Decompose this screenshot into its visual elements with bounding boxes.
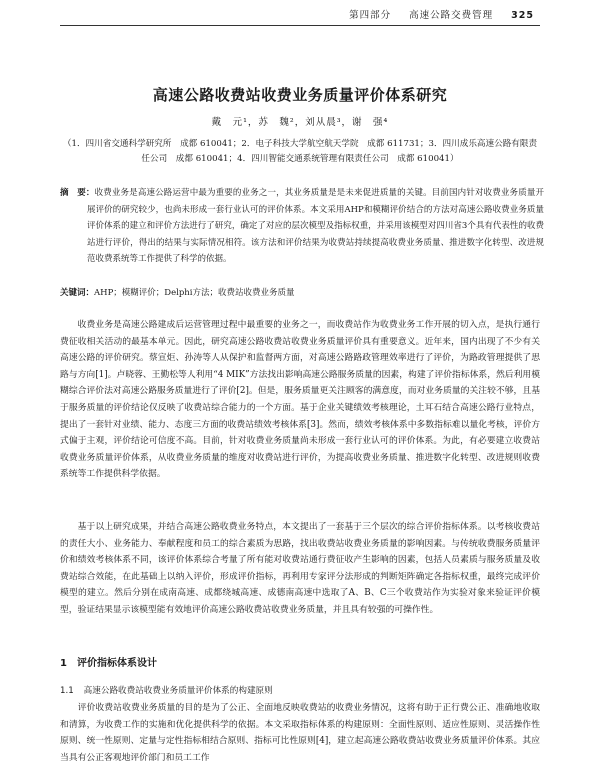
section-1-number: 1 xyxy=(60,658,67,669)
running-head-part: 第四部分 xyxy=(349,10,392,21)
body-paragraph-1: 收费业务是高速公路建成后运营管理过程中最重要的业务之一，而收费站作为收费业务工作开展的切入点，是执行通行费征收相关活动的最基本单元。因此，研究高速公路收费站收费业务质量评价具有重要意义。近年来，国内出现了不少有关高速公路的评价研究。蔡宣炬、孙涛等人从保护和监督两方面，对高速公路路政管理效率进行了评价，为路政管理提供了思路与方向[1]。卢晓蓉、王勤松等人利用“4 MIK”方法找出影响高速公路服务质量的因素，构建了评价指标体系，然后利用模糊综合评价法对高速公路服务质量进行了评价[2]。但是，服务质量更关注顾客的满意度，而对业务质量的关注较不够，且基于服务质量的评价结论仅反映了收费站综合能力的一个方面。基于企业关键绩效考核理论，土耳石结合高速公路行业特点，提出了一套针对业绩、能力、态度三方面的收费站绩效考核体系[3]。然而，绩效考核体系中多数指标难以量化考核，评价方式偏于主观，评价结论可信度不高。目前，针对收费业务质量尚未形成一套行业认可的评价体系。为此，有必要建立收费站收费业务质量评价体系，从收费业务质量的维度对收费站进行评价，为提高收费业务质量、推进数字化转型、改进规则收费系统等工作提供科学依据。 xyxy=(60,320,540,480)
keywords xyxy=(60,286,544,298)
page-number: 325 xyxy=(511,10,534,21)
subsection-heading-1-1 xyxy=(60,684,273,696)
running-head-topic: 高速公路交费管理 xyxy=(409,10,494,21)
header-rule xyxy=(60,25,540,26)
abstract-label: 摘 要： xyxy=(60,188,95,198)
section-heading-1 xyxy=(60,654,157,669)
body-paragraph-2: 基于以上研究成果，并结合高速公路收费业务特点，本文提出了一套基于三个层次的综合评价指标体系。以考核收费站的责任大小、业务能力、奉献程度和员工的综合素质为思路，找出收费站收费业务质量的影响因素。与传统收费服务质量评价和绩效考核体系不同，该评价体系综合考量了所有能对收费站通行费征收产生影响的因素，包括人员素质与服务质量及收费站综合效能，在此基础上以纳入评价，形成评价指标，再利用专家评分法形成的判断矩阵确定各指标权重，最终完成评价模型的建立。然后分别在成南高速、成都绕城高速、成德南高速中选取了A、B、C三个收费站作为实验对象来验证评价模型，验证结果显示该模型能有效地评价高速公路收费站收费业务质量，并且具有较强的可操作性。 xyxy=(60,522,540,615)
running-head xyxy=(349,7,534,21)
keywords-text: AHP；模糊评价；Delphi方法；收费站收费业务质量 xyxy=(94,288,295,298)
abstract-text: 收费业务是高速公路运营中最为重要的业务之一，其业务质量是是未来促进质量的关键。目前国内针对收费业务质量开展评价的研究较少，也尚未形成一套行业认可的评价体系。本文采用AHP和模糊评价结合的方法对高速公路收费业务质量评价体系的建立和评价方法进行了研究，确定了对应的层次模型及指标权重，并采用该模型对四川省3个具有代表性的收费站进行评价，得出的结果与实际情况相符。该方法和评价结果为收费站持续提高收费业务质量、推进数字化转型、改进规范收费系统等工作提供了科学的依据。 xyxy=(87,188,544,264)
subsection-1-1-title: 高速公路收费站收费业务质量评价体系的构建原则 xyxy=(83,686,273,696)
paper-title: 高速公路收费站收费业务质量评价体系研究 xyxy=(152,86,448,104)
keywords-label: 关键词： xyxy=(60,288,95,298)
paper-affiliations: （1．四川省交通科学研究所 成都 610041；2．电子科技大学航空航天学院 成都 611731；3．四川成乐高速公路有限责任公司 成都 610041；4．四川智能交通系统管理有限责任公司 成都 610041） xyxy=(62,139,538,164)
abstract xyxy=(60,185,544,268)
section-1-title: 评价指标体系设计 xyxy=(76,658,157,669)
body-paragraph-3: 评价收费站收费业务质量的目的是为了公正、全面地反映收费站的收费业务情况，这将有助于正行费公正、准确地收取和清算，为收费工作的实施和优化提供科学的依据。本文采取指标体系的构建原则：全面性原则、适应性原则、灵活操作性原则、统一性原则、定量与定性指标相结合原则、指标可比性原则[4]，建立起高速公路收费站收费业务质量评价体系。其应当具有公正客观地评价部门和员工工作 xyxy=(60,703,540,763)
abstract-body xyxy=(60,185,544,268)
paper-authors: 戴 元¹，苏 魏²，刘从晨³，谢 强⁴ xyxy=(211,117,389,128)
subsection-1-1-number: 1.1 xyxy=(60,686,74,696)
